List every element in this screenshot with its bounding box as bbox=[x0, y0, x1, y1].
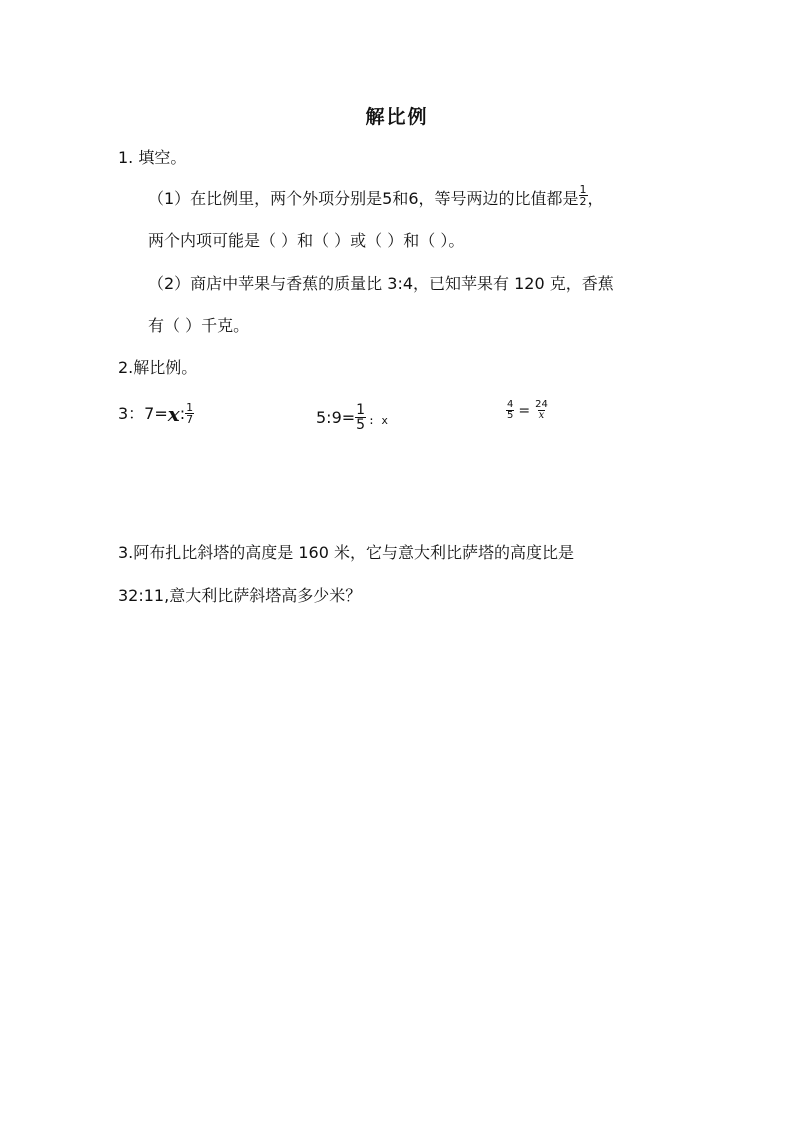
fraction-one-fifth bbox=[355, 403, 366, 432]
equation-3-equals: = bbox=[518, 402, 531, 419]
fraction-denominator: x bbox=[538, 410, 545, 421]
equation-2-tail: : x bbox=[368, 414, 388, 427]
fraction-denominator: 7 bbox=[186, 413, 194, 426]
fraction-24-over-x bbox=[534, 400, 549, 421]
question-1-part-2-line-2: 有（ ）千克。 bbox=[148, 316, 250, 335]
equation-1 bbox=[118, 402, 194, 425]
fraction-denominator: 5 bbox=[507, 410, 514, 421]
equation-2 bbox=[316, 403, 388, 432]
question-1-part-2-line-1: （2）商店中苹果与香蕉的质量比 3:4，已知苹果有 120 克，香蕉 bbox=[148, 274, 614, 293]
fraction-numerator: 4 bbox=[507, 399, 514, 410]
question-1-heading: 1. 填空。 bbox=[118, 148, 187, 167]
fraction-four-fifths bbox=[506, 400, 514, 421]
question-1-part-1-comma: ， bbox=[587, 189, 604, 208]
fraction-denominator: 5 bbox=[356, 417, 366, 433]
fraction-numerator: 1 bbox=[579, 183, 587, 196]
unknown-x: x bbox=[167, 401, 180, 426]
equation-2-lhs: 5:9= bbox=[316, 407, 356, 427]
question-1-part-1-line-2: 两个内项可能是（ ）和（ ）或（ ）和（ ）。 bbox=[148, 231, 465, 250]
question-1-part-1-text: （1）在比例里，两个外项分别是5和6，等号两边的比值都是 bbox=[148, 189, 579, 208]
question-3-line-2: 32:11,意大利比萨斜塔高多少米？ bbox=[118, 586, 362, 605]
fraction-numerator: 1 bbox=[356, 402, 366, 418]
fraction-one-half bbox=[579, 184, 588, 207]
fraction-denominator: 2 bbox=[579, 195, 587, 208]
equation-3 bbox=[506, 400, 549, 421]
question-2-heading: 2.解比例。 bbox=[118, 358, 198, 377]
fraction-one-seventh bbox=[185, 402, 194, 425]
equation-1-lhs: 3：7= bbox=[118, 403, 168, 423]
page-title: 解比例 bbox=[365, 106, 429, 128]
fraction-numerator: 24 bbox=[535, 399, 548, 410]
fraction-numerator: 1 bbox=[186, 401, 194, 414]
question-1-part-1-line-1 bbox=[148, 183, 604, 208]
question-3-line-1: 3.阿布扎比斜塔的高度是 160 米，它与意大利比萨塔的高度比是 bbox=[118, 543, 574, 562]
equation-1-colon: : bbox=[179, 403, 186, 423]
